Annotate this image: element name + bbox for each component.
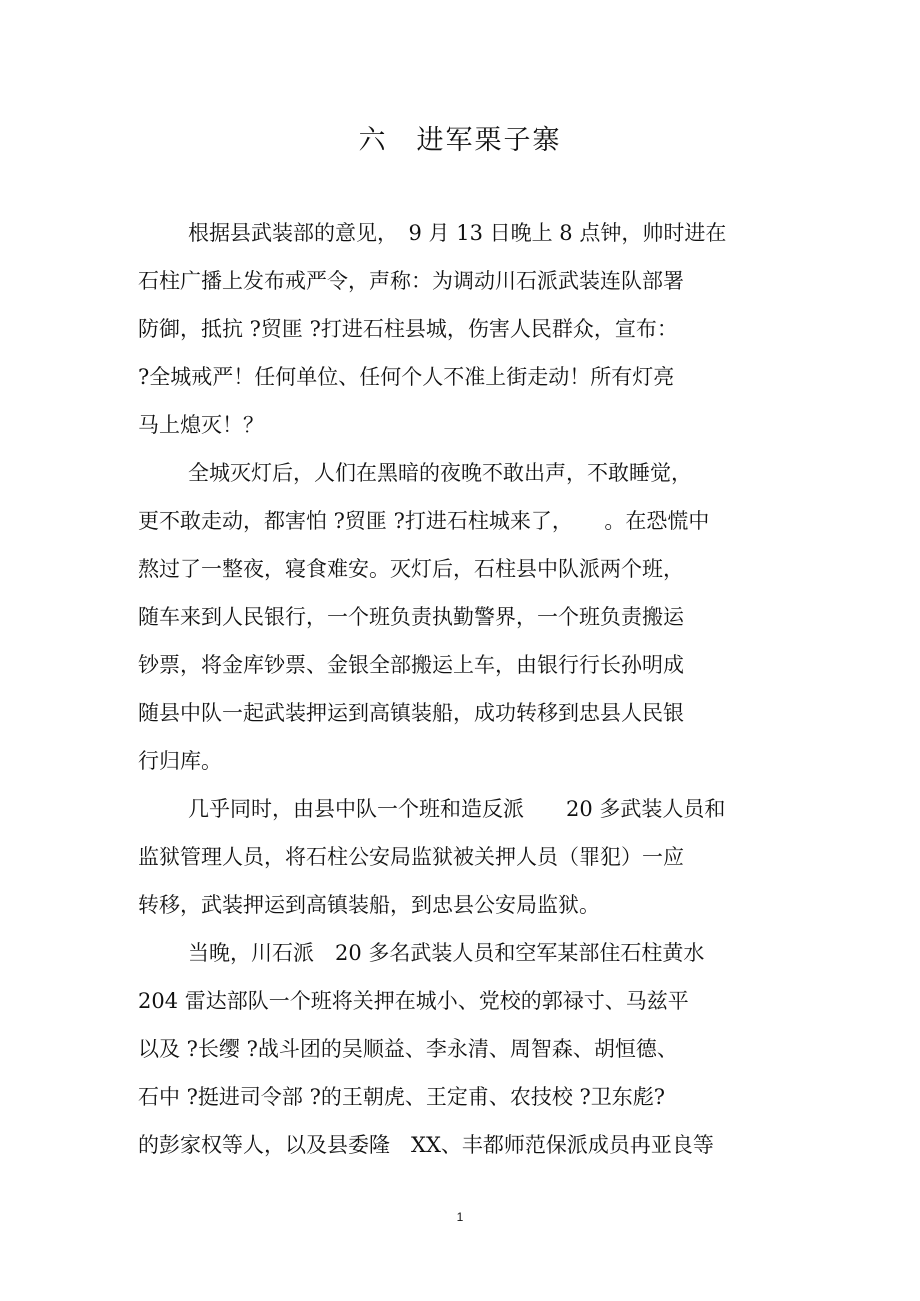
text-line: 熬过了一整夜，寝食难安。灭灯后，石柱县中队派两个班， <box>138 557 684 581</box>
text-line: 监狱管理人员，将石柱公安局监狱被关押人员（罪犯）一应 <box>138 845 684 869</box>
text-line: 马上熄灭！？ <box>138 413 264 437</box>
text-line: 钞票，将金库钞票、金银全部搬运上车，由银行行长孙明成 <box>138 653 684 677</box>
text-line: 以及 ?长缨 ?战斗团的吴顺益、李永清、周智森、胡恒德、 <box>138 1037 678 1061</box>
text-line: 石中 ?挺进司令部 ?的王朝虎、王定甫、农技校 ?卫东彪? <box>138 1085 666 1109</box>
text-line: 的彭家权等人，以及县委隆 XX、丰都师范保派成员冉亚良等 <box>138 1133 714 1157</box>
text-line: 204 雷达部队一个班将关押在城小、党校的郭禄寸、马兹平 <box>138 989 689 1013</box>
text-line: 更不敢走动，都害怕 ?贸匪 ?打进石柱城来了， 。在恐慌中 <box>138 509 710 533</box>
text-line: 石柱广播上发布戒严令，声称：为调动川石派武装连队部署 <box>138 269 684 293</box>
text-line: 随车来到人民银行，一个班负责执勤警界，一个班负责搬运 <box>138 605 684 629</box>
text-line: 防御，抵抗 ?贸匪 ?打进石柱县城，伤害人民群众，宣布： <box>138 317 678 341</box>
text-line: 几乎同时，由县中队一个班和造反派 20 多武装人员和 <box>188 797 726 821</box>
text-line: 行归库。 <box>138 749 222 773</box>
text-line: 根据县武装部的意见， 9 月 13 日晚上 8 点钟，帅时进在 <box>188 221 727 245</box>
text-line: 当晚，川石派 20 多名武装人员和空军某部住石柱黄水 <box>188 941 705 965</box>
text-line: ?全城戒严！任何单位、任何个人不准上街走动！所有灯亮 <box>138 365 675 389</box>
page-number: 1 <box>456 1210 464 1224</box>
text-line: 随县中队一起武装押运到高镇装船，成功转移到忠县人民银 <box>138 701 684 725</box>
text-line: 转移，武装押运到高镇装船，到忠县公安局监狱。 <box>138 893 600 917</box>
chapter-title: 六 进军栗子寨 <box>358 125 562 156</box>
text-line: 全城灭灯后，人们在黑暗的夜晚不敢出声，不敢睡觉， <box>188 461 692 485</box>
